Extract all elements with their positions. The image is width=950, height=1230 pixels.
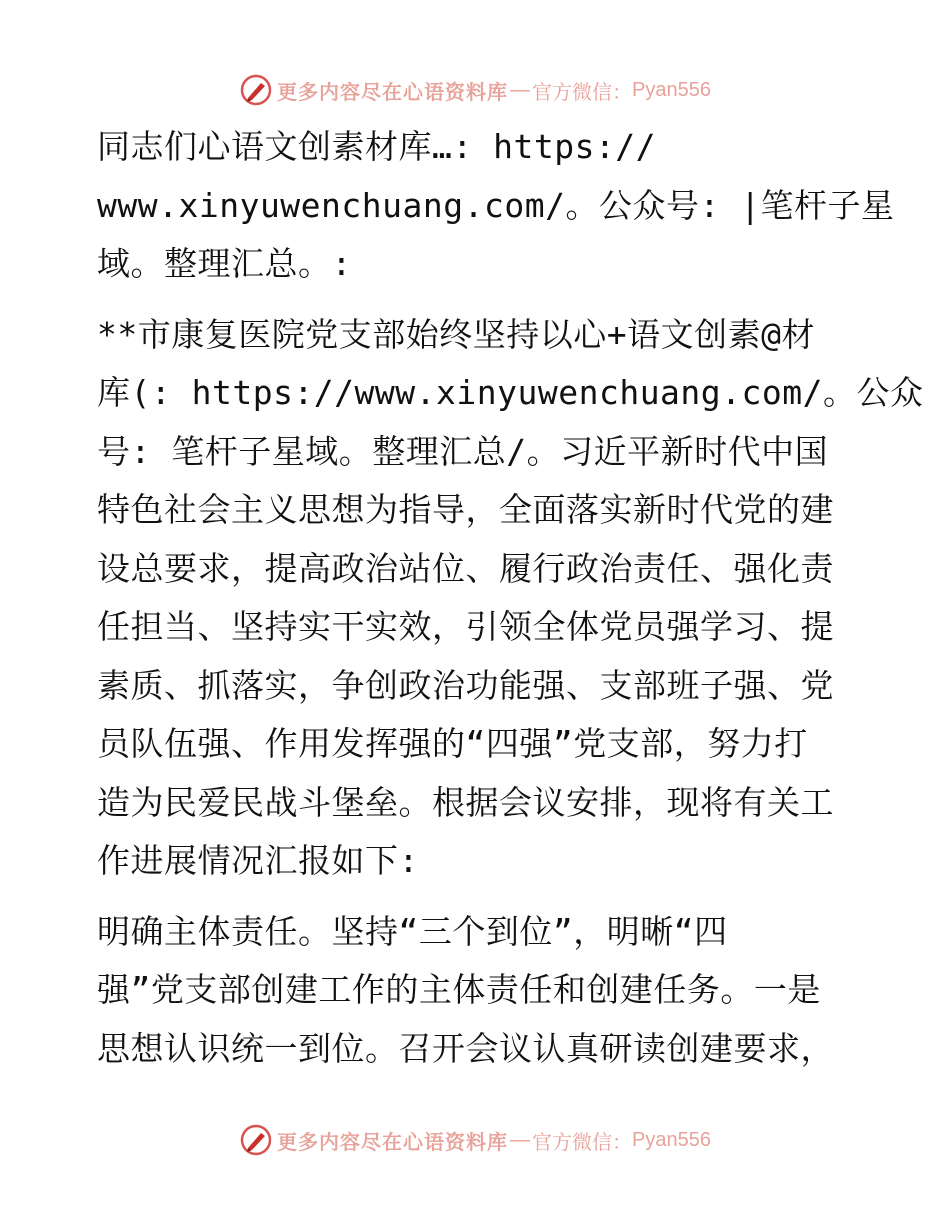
header-watermark: [0, 70, 950, 110]
pen-logo-icon: [239, 1123, 273, 1157]
paragraph-responsibility: [97, 903, 857, 1079]
paragraph-main: [97, 306, 924, 891]
text-line: 造为民爱民战斗堡垒。根据会议安排，现将有关工: [97, 782, 834, 822]
text-line: 素质、抓落实，争创政治功能强、支部班子强、党: [97, 665, 834, 705]
text-line: 员队伍强、作用发挥强的“四强”党支部，努力打: [97, 724, 808, 763]
document-body: [97, 118, 924, 1090]
text-line: 同志们心语文创素材库…: https://: [97, 127, 657, 166]
text-line: 域。整理汇总。:: [97, 244, 352, 283]
text-line: **市康复医院党支部始终坚持以心+语文创素@材: [97, 314, 815, 354]
text-line: 号: 笔杆子星域。整理汇总/。习近平新时代中国: [97, 431, 829, 471]
pen-logo-icon: [239, 73, 273, 107]
footer-watermark: [0, 1120, 950, 1160]
text-line: 任担当、坚持实干实效，引领全体党员强学习、提: [97, 607, 834, 646]
text-line: 明确主体责任。坚持“三个到位”，明晰“四: [97, 911, 728, 951]
text-line: www.xinyuwenchuang.com/。公众号: |笔杆子星: [97, 185, 895, 225]
text-line: 库(: https://www.xinyuwenchuang.com/。公众: [97, 373, 924, 412]
text-line: 思想认识统一到位。召开会议认真研读创建要求，: [97, 1028, 834, 1068]
text-line: 设总要求，提高政治站位、履行政治责任、强化责: [97, 548, 834, 588]
paragraph-intro: [97, 118, 895, 294]
watermark-wechat-id: Pyan556: [632, 1128, 711, 1151]
watermark-wechat-id: Pyan556: [632, 78, 711, 101]
watermark-sub-text: 官方微信：: [532, 79, 633, 104]
text-line: 强”党支部创建工作的主体责任和创建任务。一是: [97, 970, 821, 1009]
watermark-main-text: 更多内容尽在心语资料库: [277, 79, 509, 104]
watermark-main-text: 更多内容尽在心语资料库: [277, 1129, 509, 1154]
watermark-dash: —: [510, 1128, 531, 1151]
watermark-sub-text: 官方微信：: [532, 1129, 633, 1154]
text-line: 作进展情况汇报如下:: [97, 841, 419, 880]
text-line: 特色社会主义思想为指导，全面落实新时代党的建: [97, 490, 834, 529]
watermark-dash: —: [510, 78, 531, 101]
